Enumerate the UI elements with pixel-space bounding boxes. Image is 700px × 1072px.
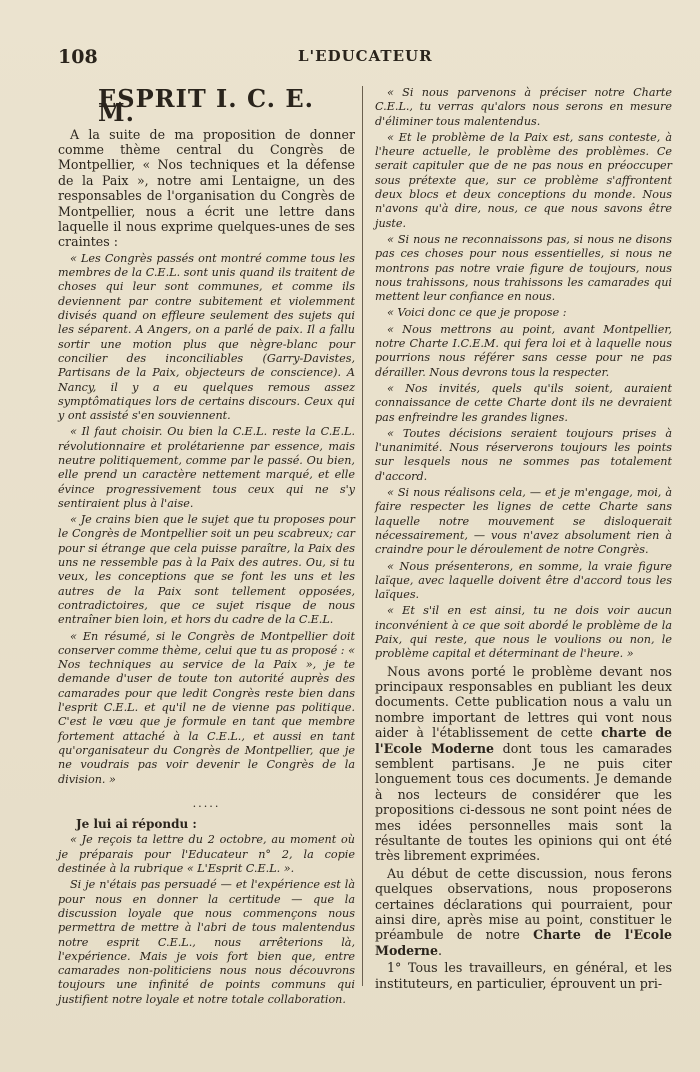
reply-paragraph: « Voici donc ce que je propose : [387, 306, 567, 320]
charter-name: charte de l'Ecole Moderne [375, 725, 673, 756]
journal-title: L'EDUCATEUR [298, 47, 433, 65]
reply-paragraph: « Nos invités, quels qu'ils soient, auraient connaissance de cette Charte dont ils ne devraient pas enfreindre les grandes lignes. [375, 381, 672, 424]
reply-paragraph: « Nous mettrons au point, avant Montpellier, notre Charte I.C.E.M. qui fera loi et à laquelle nous pourrions nous référer sans cesse pour ne pas dérailler. Nous devrons tous la respecter. [375, 322, 672, 379]
reply-paragraph: « Si nous réalisons cela, — et je m'engage, moi, à faire respecter les lignes de cette Charte sans laquelle notre mouvement se disloquerait nécessairement, — vous n'avez absolument rien à craindre pour le déroulement de notre Congrès. [375, 486, 672, 557]
reply-paragraph: « Je reçois ta lettre du 2 octobre, au moment où je préparais pour l'Educateur n° 2, la copie destinée à la rubrique « L'Esprit C.E.L. ». [58, 833, 355, 876]
reply-paragraph: « Nous présenterons, en somme, la vraie figure laïque, avec laquelle doivent être d'accord tous les laïques. [375, 559, 672, 602]
charter-name: Charte de l'Ecole Moderne [375, 927, 673, 958]
body-text: Au début de cette discussion, nous ferons quelques observations, nous proposerons certaines déclarations qui pourraient, pour ainsi dire, après mise au point, constituer le préambule de notre [375, 865, 672, 943]
quote-paragraph: « En résumé, si le Congrès de Montpellier doit conserver comme thème, celui que tu as proposé : « Nos techniques au service de la Paix », je te demande d'user de toute ton autorité auprès des camarades pour que ledit Congrès reste bien dans l'esprit C.E.L. et qu'il ne de vienne pas politique. C'est le vœu que je formule en tant que membre fortement attaché à la C.E.L., et aussi en tant qu'organisateur du Congrès de Montpellier, que je ne voudrais pas voir devenir le Congrès de la division. » [58, 629, 355, 786]
column-divider [362, 86, 363, 986]
left-column [58, 86, 355, 1009]
page-number: 108 [58, 46, 98, 68]
reply-paragraph: « Et le problème de la Paix est, sans conteste, à l'heure actuelle, le problème des problèmes. Ce serait capituler que de ne pas nous en préoccuper sous prétexte que, sur ce problème s'affrontent deux blocs et deux conceptions du monde. Nous n'avons qu'à dire, nous, ce que nous savons être juste. [375, 130, 672, 230]
reply-paragraph: « Toutes décisions seraient toujours prises à l'unanimité. Nous réserverons toujours les points sur lesquels nous ne sommes pas totalement d'accord. [375, 426, 672, 483]
body-text: dont tous les camarades semblent partisans. Je ne puis citer longuement tous ces documents. Je demande à nos lecteurs de considérer que les propositions ci-dessous ne sont point nées de mes idées personnelles mais sont la résultante de toutes les opinions qui ont été très librement exprimées. [375, 740, 672, 864]
quote-paragraph: « Les Congrès passés ont montré comme tous les membres de la C.E.L. sont unis quand ils traitent de choses qui leur sont communes, et comme ils deviennent par contre subitement et violemment divisés quand on effleure seulement des sujets qui les séparent. A Angers, on a parlé de paix. Il a fallu sortir une motion plus que nègre-blanc pour concilier des inconciliables (Garry-Davistes, Partisans de la Paix, objecteurs de conscience). A Nancy, il y a eu quelques remous assez symptômatiques lors de certains discours. Ceux qui y ont assisté s'en souviennent. [58, 251, 355, 423]
body-text: Nous avons porté le problème devant nos principaux responsables en publiant les deux documents. Cette publication nous a valu un nombre important de lettres qui vont nous aider à l'établissement de cette [375, 663, 672, 741]
reply-paragraph: « Si nous parvenons à préciser notre Charte C.E.L., tu verras qu'alors nous serons en mesure d'éliminer tous malentendus. [375, 86, 672, 128]
body-paragraph [375, 866, 672, 958]
intro-paragraph: A la suite de ma proposition de donner comme thème central du Congrès de Montpellier, « Nos techniques et la défense de la Paix », notre ami Lentaigne, un des responsables de l'organisation du Congrès de Montpellier, nous a écrit une lettre dans laquelle il nous exprime quelques-unes de ses craintes : [58, 126, 355, 250]
quote-paragraph: « Je crains bien que le sujet que tu proposes pour le Congrès de Montpellier soit un peu scabreux; car pour si étrange que cela puisse paraître, la Paix des uns ne ressemble pas à la Paix des autres. Ou, si tu veux, les conceptions que se font les uns et les autres de la Paix sont tellement opposées, contradictoires, que ce sujet risque de nous entraîner bien loin, et hors du cadre de la C.E.L. [58, 513, 355, 627]
right-column [375, 86, 672, 993]
body-paragraph: 1° Tous les travailleurs, en général, et les instituteurs, en particulier, éprouvent un pri- [375, 960, 672, 991]
body-text: . [437, 942, 442, 958]
quote-paragraph: « Il faut choisir. Ou bien la C.E.L. reste la C.E.L. révolutionnaire et prolétarienne par essence, mais neutre politiquement, comme par le passé. Ou bien, elle prend un caractère nettement marqué, et elle évince progressivement tous ceux qui ne s'y sentiraient plus à l'aise. [58, 425, 355, 510]
reply-paragraph: « Et s'il en est ainsi, tu ne dois voir aucun inconvénient à ce que soit abordé le problème de la Paix, qui reste, que nous le voulions ou non, le problème capital et déterminant de l'heure. » [375, 604, 672, 661]
reply-paragraph: « Si nous ne reconnaissons pas, si nous ne disons pas ces choses pour nous essentielles, si nous ne montrons pas notre vraie figure de toujours, nous nous trahissons, nous trahissons les camarades qui mettent leur confiance en nous. [375, 232, 672, 304]
subheading: Je lui ai répondu : [76, 817, 197, 832]
body-paragraph [375, 664, 672, 864]
article-title: ESPRIT I. C. E. M. [98, 84, 315, 128]
section-separator: ..... [192, 796, 221, 810]
reply-paragraph: Si je n'étais pas persuadé — et l'expérience est là pour nous en donner la certitude — que la discussion loyale que nous commençons nous permettra de mettre à l'abri de tous malentendus notre esprit C.E.L., nous arrêterions là, l'expérience. Mais je vois fort bien que, entre camarades non-politiciens nous nous découvrons toujours une infinité de points communs qui justifient notre loyale et notre totale collaboration. [58, 878, 355, 1006]
